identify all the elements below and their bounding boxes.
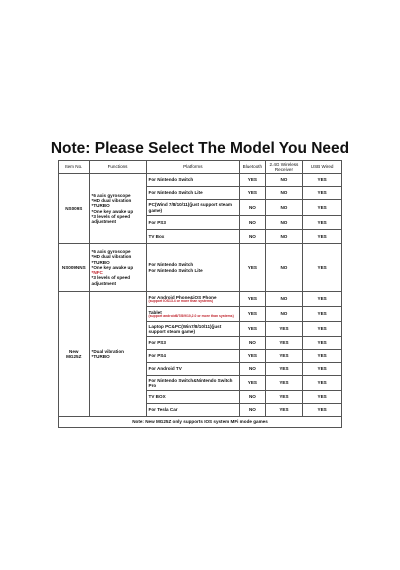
header-bluetooth: Bluetooth (240, 161, 265, 174)
bluetooth-cell: YES (240, 307, 265, 322)
header-wireless: 2.4G Wireless Receiver (265, 161, 303, 174)
usb-cell: YES (303, 376, 342, 391)
platform-cell: For Tesla Car (146, 404, 240, 417)
bluetooth-cell: YES (240, 292, 265, 307)
wireless-cell: NO (265, 200, 303, 216)
platform-cell: For PS4 (146, 350, 240, 363)
usb-cell: YES (303, 292, 342, 307)
wireless-cell: YES (265, 391, 303, 404)
function-line: *One key awake up (91, 208, 134, 214)
function-line: *TURBO (91, 354, 110, 359)
model-ns009nns: NS009NNS (59, 244, 90, 292)
usb-cell: YES (303, 216, 342, 230)
function-line: *TURBO (91, 259, 110, 265)
function-line: *Dual vibration (91, 348, 124, 354)
function-line: *TURBO (91, 203, 110, 209)
wireless-cell: NO (265, 292, 303, 307)
usb-cell: YES (303, 244, 342, 292)
usb-cell: YES (303, 404, 342, 417)
platform-cell: For Nintendo Switch Lite (146, 187, 240, 200)
header-functions: Functions (89, 161, 146, 174)
table-row (59, 174, 342, 187)
platform-line: For Android Phone&iOS Phone (148, 294, 217, 300)
function-line: *HD dual vibration (91, 198, 132, 204)
platform-cell (146, 244, 240, 292)
page-title: Note: Please Select The Model You Need (50, 140, 350, 157)
platform-cell: PC(Wind 7/8/10/11)(just support steam game) (146, 200, 240, 216)
wireless-cell: NO (265, 187, 303, 200)
bluetooth-cell: YES (240, 322, 265, 337)
function-line: *3 levels of speed adjustment (91, 275, 131, 286)
platform-line: Tablet (148, 309, 162, 315)
usb-cell: YES (303, 187, 342, 200)
model-ns009s: NS009S (59, 174, 90, 244)
platform-cell (146, 292, 240, 307)
platform-cell: Laptop PC&PC(Win7/8/10/11)(just support steam game) (146, 322, 240, 337)
table-header-row (59, 161, 342, 174)
function-line: *HD dual vibration (91, 254, 132, 260)
bluetooth-cell: YES (240, 187, 265, 200)
platform-cell: For Nintendo Switch (146, 174, 240, 187)
model-mg25z: New MG25Z (59, 292, 90, 417)
usb-cell: YES (303, 391, 342, 404)
function-line: *One key awake up (91, 264, 134, 270)
platform-cell: For PS3 (146, 216, 240, 230)
bluetooth-cell: NO (240, 404, 265, 417)
wireless-cell: YES (265, 350, 303, 363)
footnote-row (59, 417, 342, 428)
wireless-cell: NO (265, 307, 303, 322)
model-compatibility-table (58, 160, 342, 428)
functions-ns009s (89, 174, 146, 244)
platform-cell (146, 307, 240, 322)
wireless-cell: YES (265, 404, 303, 417)
header-usb: USB Wired (303, 161, 342, 174)
wireless-cell: NO (265, 174, 303, 187)
platform-cell: For PS3 (146, 337, 240, 350)
bluetooth-cell: YES (240, 350, 265, 363)
function-line: *6 axis gyroscope (91, 192, 131, 198)
wireless-cell: NO (265, 216, 303, 230)
usb-cell: YES (303, 363, 342, 376)
wireless-cell: YES (265, 376, 303, 391)
bluetooth-cell: NO (240, 337, 265, 350)
platform-line: For Nintendo Switch Lite (148, 267, 203, 273)
platform-note: (support IOS13.4 or more than systems) (148, 298, 213, 303)
usb-cell: YES (303, 337, 342, 350)
header-item-no: Item No. (59, 161, 90, 174)
table-row (59, 244, 342, 292)
usb-cell: YES (303, 322, 342, 337)
platform-cell: For Nintendo Switch&Nintendo Switch Pro (146, 376, 240, 391)
footnote: Note: New MG25Z only supports IOS system MFi mode games (59, 417, 342, 428)
platform-note: (support android6/7/8/9/10,2.0 or more than systems) (148, 313, 234, 318)
wireless-cell: YES (265, 337, 303, 350)
platform-cell: TV Box (146, 230, 240, 244)
wireless-cell: NO (265, 244, 303, 292)
usb-cell: YES (303, 307, 342, 322)
function-line: *3 levels of speed adjustment (91, 213, 131, 224)
usb-cell: YES (303, 174, 342, 187)
bluetooth-cell: NO (240, 200, 265, 216)
header-platforms: Platforms (146, 161, 240, 174)
wireless-cell: YES (265, 363, 303, 376)
usb-cell: YES (303, 200, 342, 216)
bluetooth-cell: NO (240, 391, 265, 404)
table-row (59, 292, 342, 307)
functions-ns009nns (89, 244, 146, 292)
bluetooth-cell: NO (240, 216, 265, 230)
usb-cell: YES (303, 230, 342, 244)
platform-cell: TV BOX (146, 391, 240, 404)
platform-line: For Nintendo Switch (148, 262, 194, 268)
wireless-cell: NO (265, 230, 303, 244)
wireless-cell: YES (265, 322, 303, 337)
bluetooth-cell: YES (240, 376, 265, 391)
bluetooth-cell: YES (240, 244, 265, 292)
functions-mg25z (89, 292, 146, 417)
usb-cell: YES (303, 350, 342, 363)
platform-cell: For Android TV (146, 363, 240, 376)
bluetooth-cell: YES (240, 174, 265, 187)
function-line: *6 axis gyroscope (91, 249, 131, 255)
bluetooth-cell: NO (240, 230, 265, 244)
bluetooth-cell: NO (240, 363, 265, 376)
function-line: *NFC (91, 270, 103, 276)
